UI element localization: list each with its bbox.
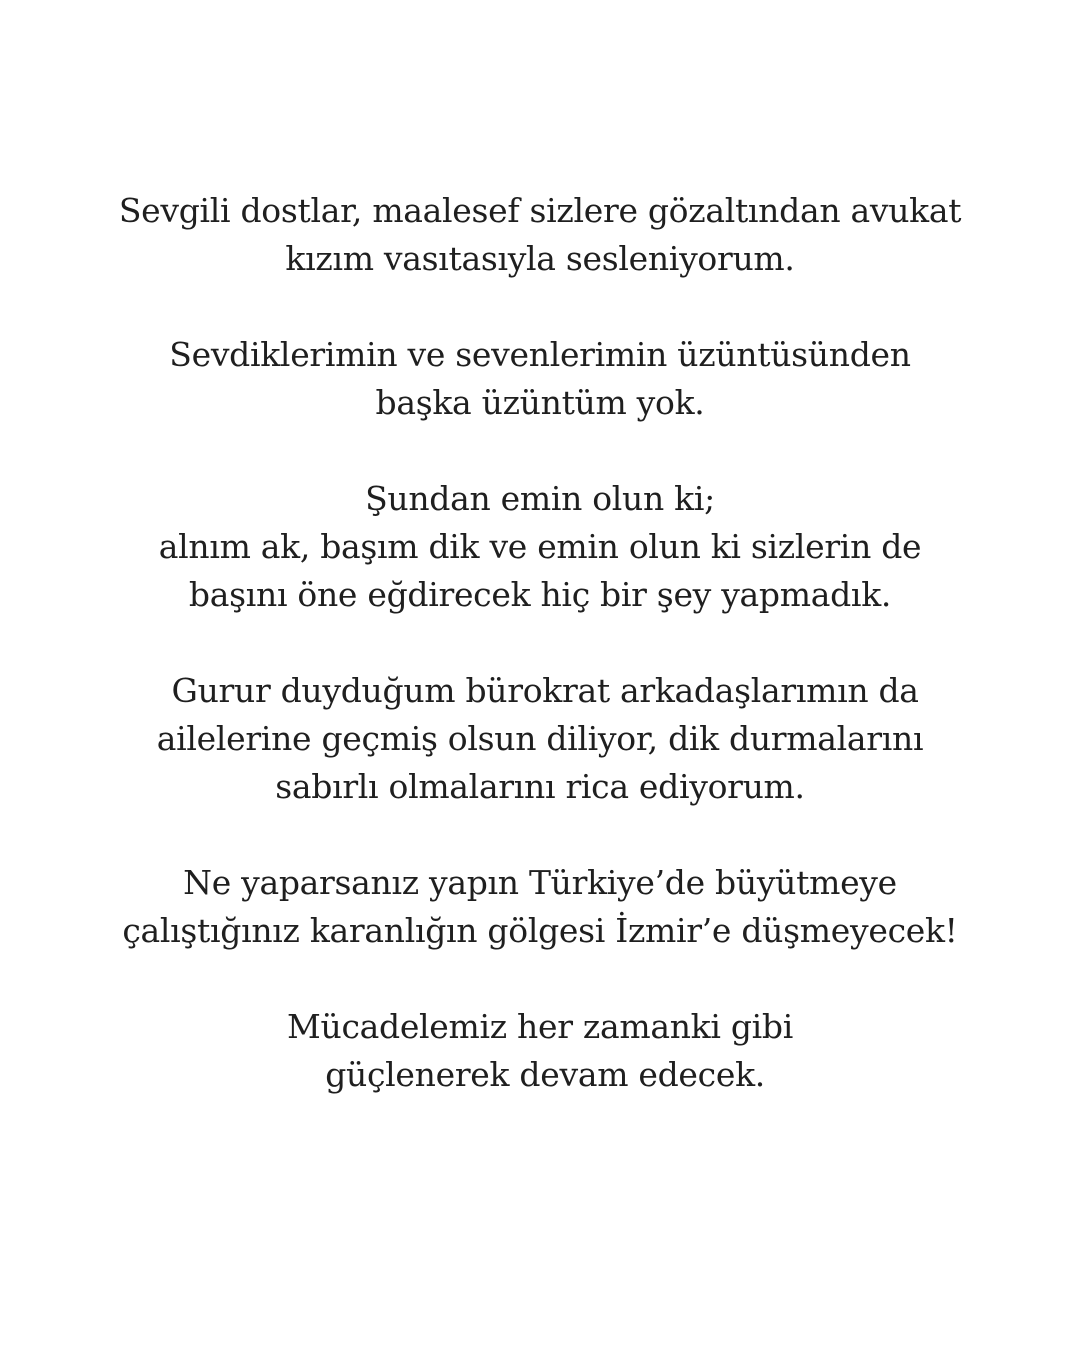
paragraph-struggle (0, 1003, 1080, 1099)
text-line: başka üzüntüm yok. (375, 383, 705, 422)
text-line: ailelerine geçmiş olsun diliyor, dik durmalarını (156, 719, 924, 758)
paragraph-izmir (0, 859, 1080, 955)
text-line: sabırlı olmalarını rica ediyorum. (275, 767, 805, 806)
text-line: çalıştığınız karanlığın gölgesi İzmir’e düşmeyecek! (122, 911, 958, 950)
text-line: Sevgili dostlar, maalesef sizlere gözaltından avukat (118, 191, 962, 230)
text-line: kızım vasıtasıyla sesleniyorum. (285, 239, 795, 278)
text-line: Sevdiklerimin ve sevenlerimin üzüntüsünden (169, 335, 911, 374)
statement-text (0, 187, 1080, 1099)
text-line: Şundan emin olun ki; (365, 479, 715, 518)
paragraph-colleagues (0, 667, 1080, 811)
paragraph-assurance (0, 475, 1080, 619)
text-line: Gurur duyduğum bürokrat arkadaşlarımın da (161, 671, 919, 710)
text-line: başını öne eğdirecek hiç bir şey yapmadık. (188, 575, 892, 614)
text-line: güçlenerek devam edecek. (315, 1055, 765, 1094)
text-line: alnım ak, başım dik ve emin olun ki sizlerin de (158, 527, 922, 566)
paragraph-sadness (0, 331, 1080, 427)
text-line: Ne yaparsanız yapın Türkiye’de büyütmeye (183, 863, 897, 902)
paragraph-greeting (0, 187, 1080, 283)
text-line: Mücadelemiz her zamanki gibi (287, 1007, 793, 1046)
